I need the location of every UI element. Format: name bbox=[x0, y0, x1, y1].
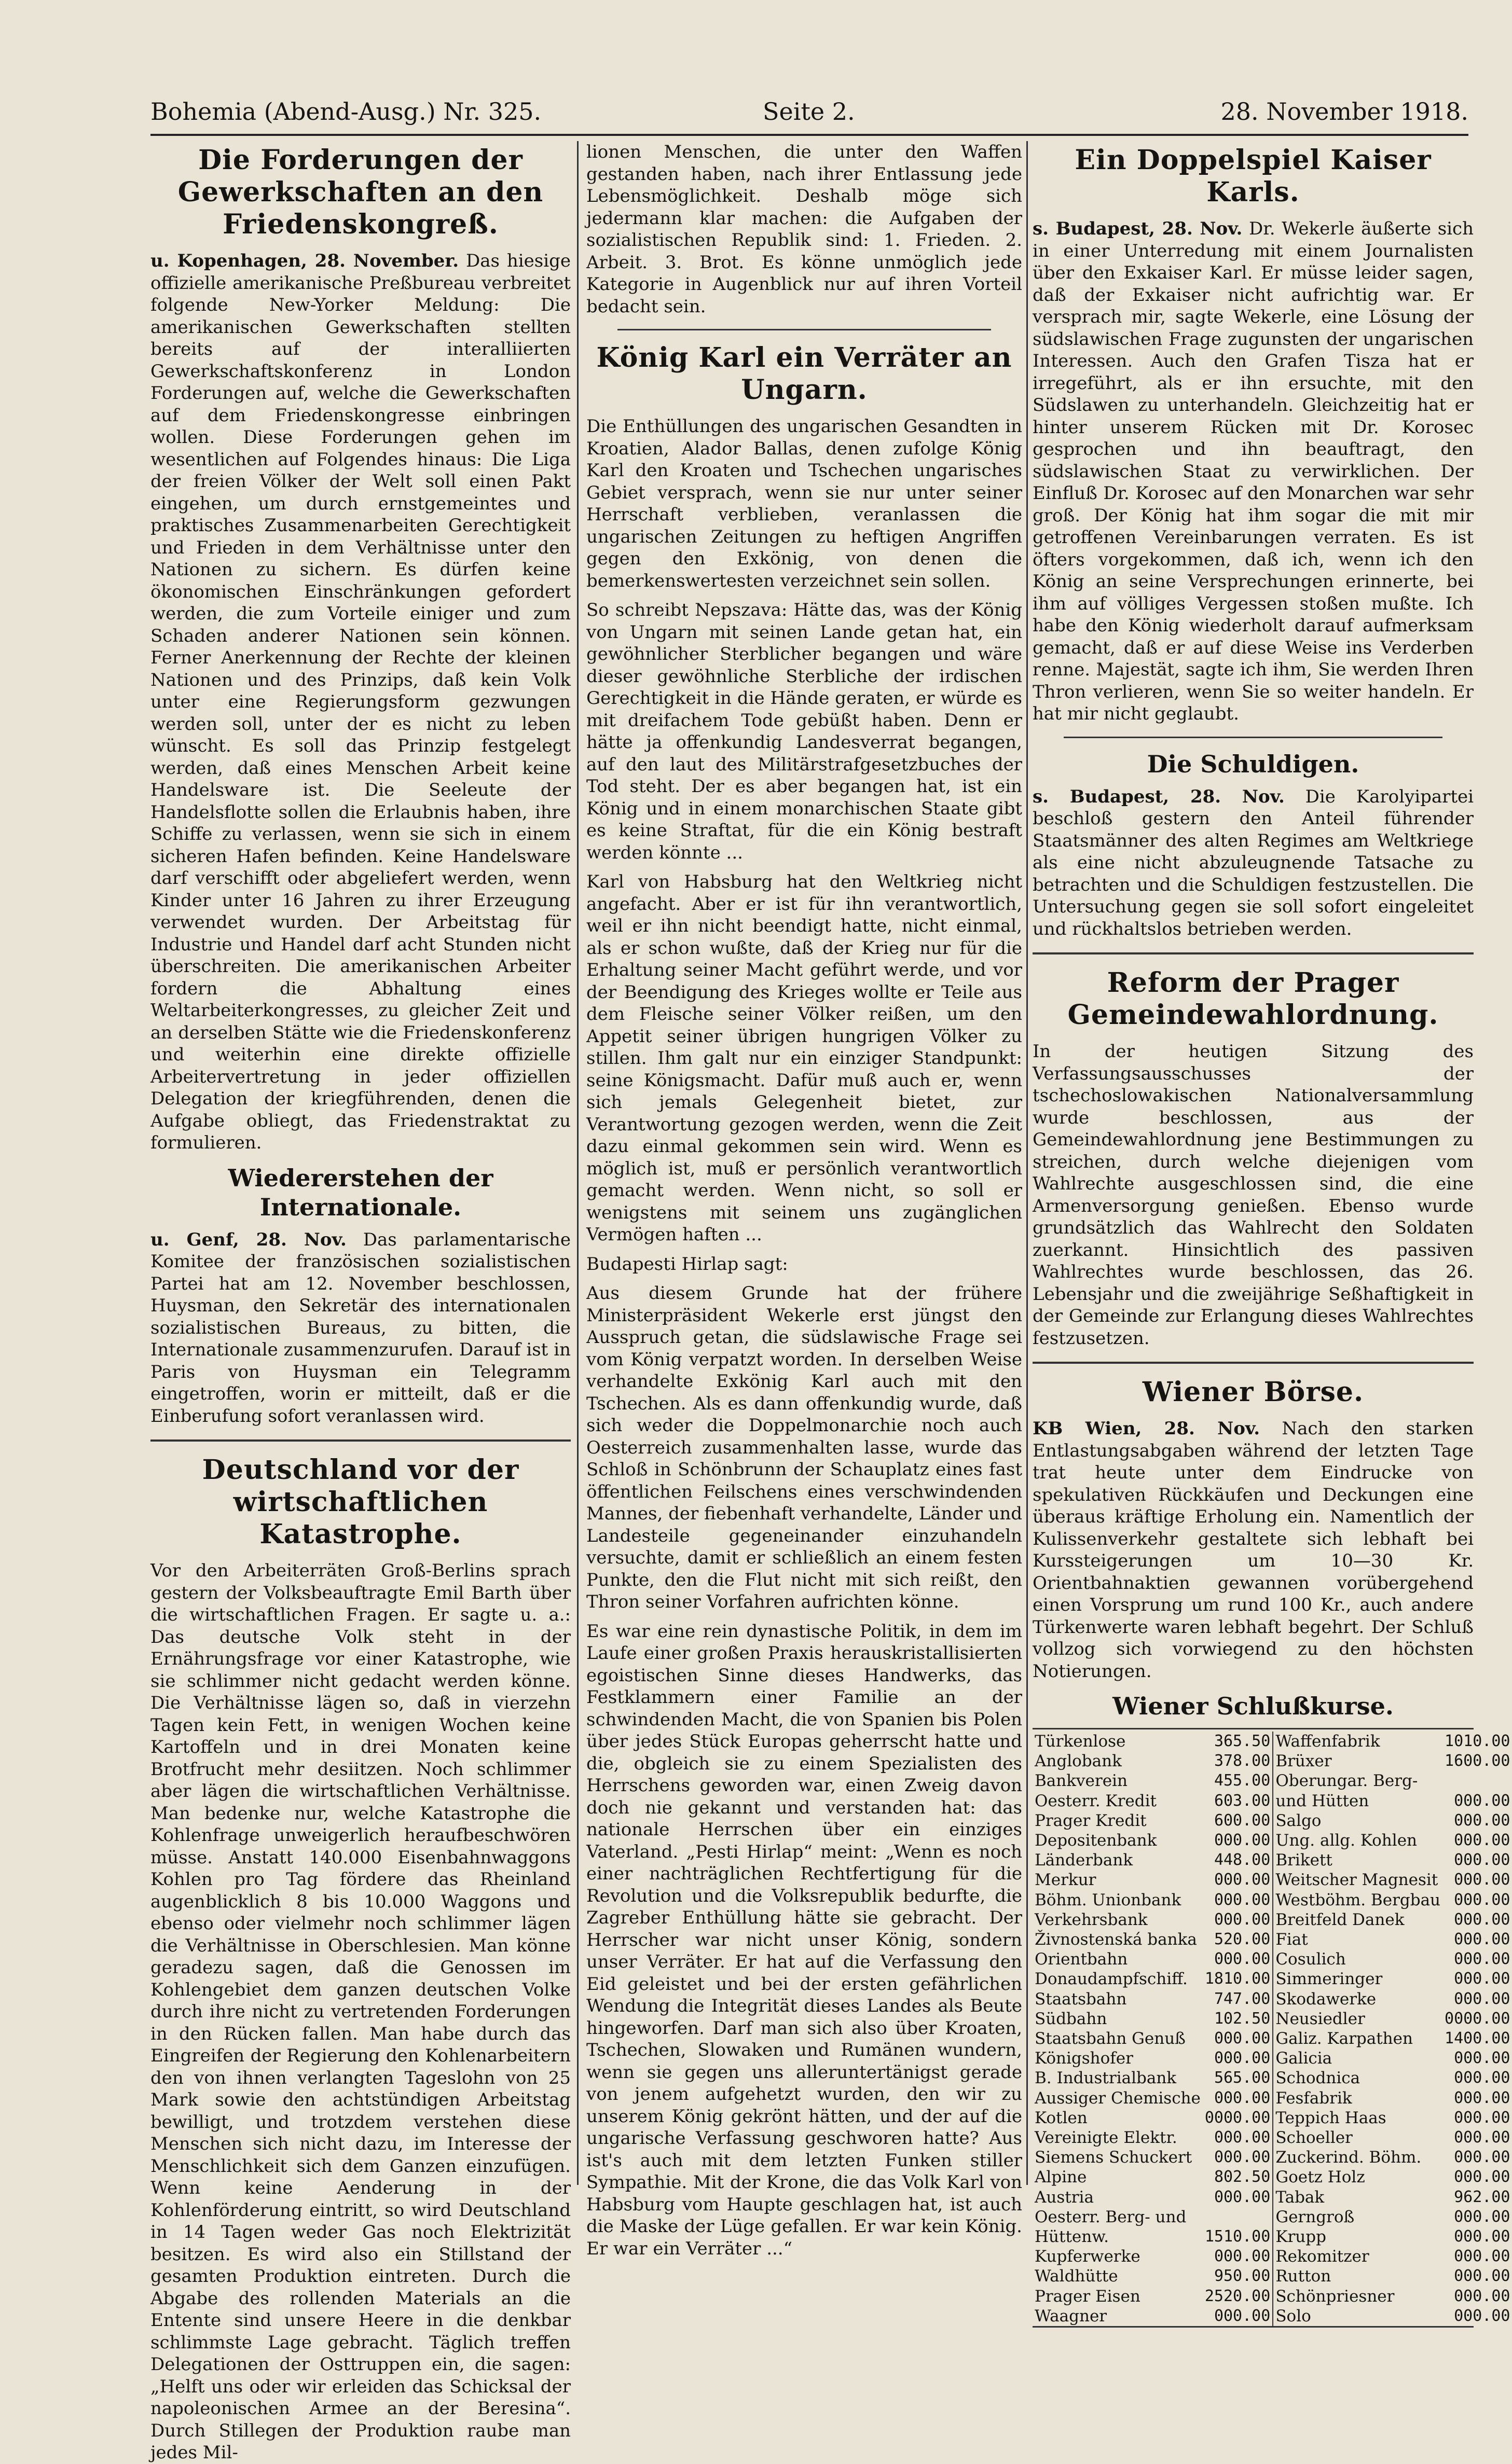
stock-price: 000.00 bbox=[1454, 1871, 1510, 1889]
stock-name: Aussiger Chemische bbox=[1035, 2088, 1201, 2108]
article-body bbox=[150, 1229, 571, 1428]
stock-name: Depositenbank bbox=[1035, 1831, 1157, 1850]
table-row bbox=[1033, 1732, 1512, 1751]
stock-quotes-table bbox=[1033, 1728, 1510, 2328]
column-rule bbox=[1026, 141, 1028, 2185]
stock-name: Siemens Schuckert bbox=[1035, 2148, 1192, 2167]
stock-name: Rekomitzer bbox=[1273, 2247, 1442, 2266]
stock-price: 000.00 bbox=[1214, 1950, 1271, 1969]
stock-name: Kotlen bbox=[1035, 2108, 1088, 2127]
stock-name: Merkur bbox=[1035, 1871, 1096, 1890]
stock-price: 2520.00 bbox=[1204, 2287, 1271, 2305]
article-title: Ein Doppelspiel Kaiser Karls. bbox=[1075, 144, 1432, 208]
stock-price: 000.00 bbox=[1214, 2088, 1271, 2107]
table-row bbox=[1033, 2029, 1512, 2048]
article-title: Wiener Börse. bbox=[1142, 1376, 1364, 1408]
stock-name: Alpine bbox=[1035, 2168, 1087, 2187]
dateline: s. Budapest, 28. Nov. bbox=[1033, 786, 1285, 807]
table-row bbox=[1033, 1751, 1512, 1771]
stock-price: 000.00 bbox=[1214, 2128, 1271, 2147]
stock-name: Schönpriesner bbox=[1273, 2287, 1442, 2306]
stock-name: Verkehrsbank bbox=[1035, 1910, 1148, 1929]
stock-name: Galicia bbox=[1273, 2048, 1442, 2068]
masthead bbox=[150, 96, 1468, 127]
stock-price: 000.00 bbox=[1214, 2029, 1271, 2048]
stock-name: Goetz Holz bbox=[1273, 2167, 1442, 2187]
article-divider bbox=[1064, 737, 1442, 738]
table-title: Wiener Schlußkurse. bbox=[1112, 1692, 1394, 1720]
stock-name: Fesfabrik bbox=[1273, 2088, 1442, 2108]
table-row bbox=[1033, 1850, 1512, 1870]
stock-price: 0000.00 bbox=[1445, 2009, 1510, 2028]
table-row bbox=[1033, 2128, 1512, 2148]
stock-name: Prager Eisen bbox=[1035, 2287, 1140, 2306]
stock-price: 000.00 bbox=[1454, 2227, 1510, 2246]
column-2 bbox=[586, 141, 1022, 2259]
stock-price: 365.50 bbox=[1214, 1732, 1271, 1750]
stock-price: 000.00 bbox=[1454, 1910, 1510, 1929]
stock-price: 000.00 bbox=[1454, 1890, 1510, 1909]
stock-name: Oesterr. Kredit bbox=[1035, 1791, 1157, 1810]
table-row bbox=[1033, 2227, 1512, 2247]
stock-name: Živnostenská banka bbox=[1035, 1930, 1197, 1949]
stock-name: Fiat bbox=[1273, 1930, 1442, 1949]
stock-price: 000.00 bbox=[1214, 1831, 1271, 1850]
stock-price bbox=[1442, 1771, 1512, 1791]
stock-name: Prager Kredit bbox=[1035, 1811, 1147, 1830]
table-row bbox=[1033, 1870, 1512, 1890]
stock-name: Hüttenw. bbox=[1035, 2227, 1109, 2247]
table-row bbox=[1033, 2167, 1512, 2187]
article-text: Dr. Wekerle äußerte sich in einer Unterredung mit einem Journalisten über den Exkaiser Karl. Er müsse leider sagen, daß der Exkaiser nicht aufrichtig war. Er versprach mir, sagte Wekerle, eine Lösung der südslawischen Frage zugunsten der ungarischen Interessen. Auch den Grafen Tisza hat er irregeführt, als er ihn ersuchte, mit den Südslawen zu unterhandeln. Gleichzeitig hat er hinter unserem Rücken mit Dr. Korosec gesprochen und ihn beauftragt, den südslawischen Staat zu verwirklichen. Der Einfluß Dr. Korosec auf den Monarchen war sehr groß. Der König hat ihm sogar die mit mir getroffenen Vereinbarungen verraten. Es ist öfters vorgekommen, daß ich, wenn ich den König an seine Versprechungen erinnerte, bei ihm auf völliges Vergessen stoßen mußte. Ich habe den König wiederholt darauf aufmerksam gemacht, daß er auf diese Weise ins Verderben renne. Majestät, sagte ich ihm, Sie werden Ihren Thron verlieren, wenn Sie so weiter handeln. Er hat mir nicht geglaubt. bbox=[1033, 218, 1474, 724]
stock-name: Gerngroß bbox=[1273, 2207, 1442, 2227]
stock-price: 000.00 bbox=[1454, 1930, 1510, 1949]
masthead-page-number: Seite 2. bbox=[763, 98, 855, 126]
stock-price: 520.00 bbox=[1214, 1930, 1271, 1949]
article-title: Die Schuldigen. bbox=[1147, 750, 1359, 778]
table-row bbox=[1033, 2247, 1512, 2266]
article-text: Die Enthüllungen des ungarischen Gesandten in Kroatien, Alador Ballas, denen zufolge König Karl den Kroaten und Tschechen ungarisches Gebiet versprach, wenn sie nur unter seiner Herrschaft verblieben, veranlassen die ungarischen Zeitungen zu heftigen Angriffen gegen den Exkönig, von denen die bemerkenswertesten verzeichnet sein sollen. bbox=[586, 416, 1022, 591]
column-rule bbox=[577, 141, 579, 2185]
stock-name: Austria bbox=[1035, 2188, 1094, 2207]
stock-price: 1400.00 bbox=[1445, 2029, 1510, 2048]
table-row bbox=[1033, 1890, 1512, 1910]
article-text: Die Karolyipartei beschloß gestern den Anteil führender Staatsmänner des alten Regimes am Weltkriege als eine nicht abzuleugnende Tatsache zu betrachten und die Schuldigen festzustellen. Die Untersuchung gegen sie soll sofort eingeleitet und rückhaltslos betrieben werden. bbox=[1033, 786, 1474, 939]
stock-name: Bankverein bbox=[1035, 1771, 1128, 1791]
stock-name: Salgo bbox=[1273, 1811, 1442, 1831]
table-row bbox=[1033, 2306, 1512, 2326]
stock-price: 000.00 bbox=[1214, 1871, 1271, 1889]
article-text: Das hiesige offizielle amerikanische Preßbureau verbreitet folgende New-Yorker Meldung: Die amerikanischen Gewerkschaften stellten bereits auf der interalliierten Gewerkschaftskonferenz in London Forderungen auf, welche die Gewerkschaften auf dem Friedenskongresse einbringen wollen. Diese Forderungen gehen im wesentlichen auf Folgendes hinaus: Die Liga der freien Völker der Welt soll einen Pakt eingehen, um durch ernstgemeintes und praktisches Zusammenarbeiten Gerechtigkeit und Frieden in dem Verhältnisse unter den Nationen zu sichern. Es dürfen keine ökonomischen Einschränkungen gefordert werden, die zum Vorteile einiger und zum Schaden anderer Nationen sein können. Ferner Anerkennung der Rechte der kleinen Nationen und des Prinzips, daß kein Volk unter eine Regierungsform gezwungen werden soll, unter der es nicht zu leben wünscht. Es soll das Prinzip festgelegt werden, daß eines Menschen Arbeit keine Handelsware ist. Die Seeleute der Handelsflotte sollen die Erlaubnis haben, ihre Schiffe zu verlassen, wenn sie sich in einem sicheren Hafen befinden. Keine Handelsware darf verschifft oder abgeliefert werden, wenn Kinder unter 16 Jahren zu ihrer Erzeugung verwendet wurden. Der Arbeitstag für Industrie und Handel darf acht Stunden nicht überschreiten. Die amerikanischen Arbeiter fordern die Abhaltung eines Weltarbeiterkongresses, zu gleicher Zeit und an derselben Stätte wie die Friedenskonferenz und weiterhin eine direkte offizielle Arbeitervertretung in jeder offiziellen Delegation der kriegführenden, denen die Aufgabe obliegt, das Friedenstraktat zu formulieren. bbox=[150, 251, 571, 1153]
stock-price: 802.50 bbox=[1214, 2168, 1271, 2186]
stock-name: Westböhm. Bergbau bbox=[1273, 1890, 1442, 1910]
stock-name: Weitscher Magnesit bbox=[1273, 1870, 1442, 1890]
stock-price: 1600.00 bbox=[1445, 1752, 1510, 1770]
table-row bbox=[1033, 1831, 1512, 1850]
stock-price: 000.00 bbox=[1214, 2148, 1271, 2167]
stock-price: 000.00 bbox=[1214, 2306, 1271, 2325]
stock-name: Waffenfabrik bbox=[1273, 1732, 1442, 1751]
table-row bbox=[1033, 2048, 1512, 2068]
table-row bbox=[1033, 2287, 1512, 2306]
table-row bbox=[1033, 1949, 1512, 1969]
stock-name: Simmeringer bbox=[1273, 1969, 1442, 1989]
stock-price: 448.00 bbox=[1214, 1851, 1271, 1870]
table-row bbox=[1033, 2068, 1512, 2088]
stock-name: Waagner bbox=[1035, 2306, 1107, 2325]
stock-price: 000.00 bbox=[1454, 2207, 1510, 2226]
table-row bbox=[1033, 1910, 1512, 1930]
table-row bbox=[1033, 1969, 1512, 1989]
stock-price: 603.00 bbox=[1214, 1791, 1271, 1810]
stock-price: 000.00 bbox=[1454, 2267, 1510, 2286]
stock-name: Türkenlose bbox=[1035, 1732, 1126, 1751]
stock-price: 747.00 bbox=[1214, 1989, 1271, 2008]
stock-name: Krupp bbox=[1273, 2227, 1442, 2247]
stock-price: 000.00 bbox=[1214, 1910, 1271, 1929]
masthead-edition: Bohemia (Abend-Ausg.) Nr. 325. bbox=[150, 98, 542, 126]
table-row bbox=[1033, 1771, 1512, 1791]
article-text: Das parlamentarische Komitee der französischen sozialistischen Partei hat am 12. November beschlossen, Huysman, den Sekretär des internationalen sozialistischen Bureaus, zu bitten, die Internationale zusammenzurufen. Darauf ist in Paris von Huysman ein Telegramm eingetroffen, worin er mitteilt, daß er die Einberufung sofort veranlassen wird. bbox=[150, 1229, 571, 1427]
masthead-rule bbox=[150, 134, 1468, 136]
stock-price: 1510.00 bbox=[1204, 2227, 1271, 2246]
stock-name: Galiz. Karpathen bbox=[1273, 2029, 1442, 2048]
stock-price: 000.00 bbox=[1454, 2168, 1510, 2186]
article-title: Deutschland vor der wirtschaftlichen Katastrophe. bbox=[202, 1454, 519, 1550]
stock-price: 950.00 bbox=[1214, 2267, 1271, 2286]
article-divider bbox=[617, 329, 991, 330]
stock-price: 000.00 bbox=[1454, 1831, 1510, 1850]
article-body bbox=[150, 250, 571, 1154]
column-3 bbox=[1033, 141, 1510, 2325]
stock-price: 000.00 bbox=[1454, 1791, 1510, 1810]
stock-name: Böhm. Unionbank bbox=[1035, 1890, 1181, 1909]
stock-price: 000.00 bbox=[1454, 2247, 1510, 2266]
stock-price: 000.00 bbox=[1454, 1851, 1510, 1870]
stock-price: 378.00 bbox=[1214, 1752, 1271, 1770]
stock-name: Länderbank bbox=[1035, 1851, 1133, 1870]
article-body bbox=[1033, 786, 1474, 940]
stock-price: 1010.00 bbox=[1445, 1732, 1510, 1750]
article-body bbox=[1033, 218, 1474, 725]
stock-price: 000.00 bbox=[1454, 2306, 1510, 2325]
stock-name: Oesterr. Berg- und bbox=[1035, 2207, 1187, 2226]
article-title: Die Forderungen der Gewerkschaften an den Friedenskongreß. bbox=[177, 144, 544, 240]
dateline: u. Kopenhagen, 28. November. bbox=[150, 251, 459, 271]
table-row bbox=[1033, 1811, 1512, 1831]
table-row bbox=[1033, 2009, 1512, 2029]
article-text: In der heutigen Sitzung des Verfassungsausschusses der tschechoslowakischen Nationalversammlung wurde beschlossen, aus der Gemeindewahlordnung jene Bestimmungen zu streichen, durch welche diejenigen vom Wahlrechte ausgeschlossen sind, die eine Armenversorgung genießen. Ebenso wurde grundsätzlich das Wahlrecht den Soldaten zuerkannt. Hinsichtlich des passiven Wahlrechtes wurde beschlossen, das 26. Lebensjahr und die zweijährige Seßhaftigkeit in der Gemeinde zur Erlangung dieses Wahlrechtes festzusetzen. bbox=[1033, 1041, 1474, 1349]
stock-price: 962.00 bbox=[1454, 2188, 1510, 2206]
table-row bbox=[1033, 1989, 1512, 2009]
stock-price: 455.00 bbox=[1214, 1771, 1271, 1790]
stock-price: 000.00 bbox=[1454, 2128, 1510, 2147]
article-body bbox=[1033, 1418, 1474, 1682]
stock-name: Zuckerind. Böhm. bbox=[1273, 2148, 1442, 2167]
stock-price: 000.00 bbox=[1454, 2069, 1510, 2087]
stock-price: 0000.00 bbox=[1204, 2108, 1271, 2127]
table-row bbox=[1033, 2207, 1512, 2227]
stock-name: Brikett bbox=[1273, 1850, 1442, 1870]
stock-price: 000.00 bbox=[1454, 2049, 1510, 2068]
table-row bbox=[1033, 2148, 1512, 2167]
stock-price: 1810.00 bbox=[1204, 1970, 1271, 1988]
stock-name: Vereinigte Elektr. bbox=[1035, 2128, 1177, 2148]
dateline: u. Genf, 28. Nov. bbox=[150, 1229, 347, 1250]
stock-name: Neusiedler bbox=[1273, 2009, 1442, 2029]
stock-price: 000.00 bbox=[1454, 1989, 1510, 2008]
article-text: Budapesti Hirlap sagt: bbox=[586, 1253, 788, 1275]
dateline: s. Budapest, 28. Nov. bbox=[1033, 218, 1243, 239]
stock-name: Schodnica bbox=[1273, 2068, 1442, 2088]
column-1 bbox=[150, 141, 571, 2463]
article-text: Es war eine rein dynastische Politik, in dem im Laufe einer großen Praxis herauskristallisierten egoistischen Sinne dieses Handwerks, das Festklammern einer Familie an der schwindenden Macht, die von Spanien bis Polen über jedes Stück Europas geherrscht hatte und die, obgleich sie zu einem Spezialisten des Herrschens geworden war, einen Zweig davon doch nie gekannt und verstanden hat: das nationale Herrschen über ein einziges Vaterland. „Pesti Hirlap“ meint: „Wenn es noch einer nachträglichen Rechtfertigung für die Revolution und die Volksrepublik bedurfte, die Zagreber Enthüllung hätte sie gebracht. Der Herrscher war nicht unser König, sondern unser Verräter. Er hat auf die Verfassung den Eid geleistet und bei der ersten gefährlichen Wendung die Integrität dieses Landes als Beute hingeworfen. Darf man sich also über Kroaten, Tschechen, Slowaken und Rumänen wundern, wenn sie gegen uns alleruntertänigst gerade von jenem aufgehetzt wurden, den wir zu unserem König gekrönt hätten, und der auf die ungarische Verfassung geschworen hatte? Aus ist's auch mit dem letzten Funken stiller Sympathie. Mit der Krone, die das Volk Karl von Habsburg vom Haupte geschlagen hat, ist auch die Maske der Lüge gefallen. Er war kein König. Er war ein Verräter ...“ bbox=[586, 1621, 1022, 2259]
stock-name: Teppich Haas bbox=[1273, 2108, 1442, 2128]
stock-name: Solo bbox=[1273, 2306, 1442, 2326]
article-text: Nach den starken Entlastungsabgaben während der letzten Tage trat heute unter dem Eindrucke von spekulativen Rückkäufen und Deckungen eine überaus kräftige Erholung ein. Namentlich der Kulissenverkehr gestaltete sich lebhaft bei Kurssteigerungen um 10—30 Kr. Orientbahnaktien gewannen vorübergehend einen Vorsprung um rund 100 Kr., auch andere Türkenwerte waren lebhaft begehrt. Der Schluß vollzog sich vorwiegend zu den höchsten Notierungen. bbox=[1033, 1418, 1474, 1682]
section-divider bbox=[1033, 952, 1474, 954]
stock-name: Ung. allg. Kohlen bbox=[1273, 1831, 1442, 1850]
stock-price: 000.00 bbox=[1214, 1890, 1271, 1909]
stock-name: Orientbahn bbox=[1035, 1950, 1128, 1969]
stock-name: Königshofer bbox=[1035, 2049, 1133, 2068]
stock-price: 000.00 bbox=[1214, 2188, 1271, 2206]
stock-price: 000.00 bbox=[1454, 1811, 1510, 1830]
stock-name: Schoeller bbox=[1273, 2128, 1442, 2148]
stock-name: Cosulich bbox=[1273, 1949, 1442, 1969]
table-row bbox=[1033, 1930, 1512, 1949]
article-title: König Karl ein Verräter an Ungarn. bbox=[596, 342, 1012, 406]
article-text: lionen Menschen, die unter den Waffen gestanden haben, nach ihrer Entlassung jede Lebensmöglichkeit. Deshalb möge sich jedermann klar machen: die Aufgaben der sozialistischen Republik sind: 1. Frieden. 2. Arbeit. 3. Brot. Es könne unmöglich jede Kategorie in Augenblick nur auf ihren Vorteil bedacht sein. bbox=[586, 142, 1022, 317]
stock-price: 600.00 bbox=[1214, 1811, 1271, 1830]
table-row bbox=[1033, 2188, 1512, 2207]
stock-price: 000.00 bbox=[1454, 2287, 1510, 2305]
stock-name: Donaudampfschiff. bbox=[1035, 1970, 1188, 1989]
dateline: KB Wien, 28. Nov. bbox=[1033, 1418, 1260, 1439]
table-row bbox=[1033, 2266, 1512, 2286]
stock-name: Brüxer bbox=[1273, 1751, 1442, 1771]
stock-name: und Hütten bbox=[1273, 1791, 1442, 1811]
article-text: Karl von Habsburg hat den Weltkrieg nicht angefacht. Aber er ist für ihn verantwortlich, weil er ihn nicht beendigt hatte, nicht einmal, als er schon wußte, daß der Krieg nur für die Erhaltung seiner Macht geführt werde, und vor der Beendigung des Krieges wollte er Teile aus dem Fleische seiner Völker reißen, um den Appetit seiner übrigen hungrigen Völker zu stillen. Ihm galt nur ein einziger Standpunkt: seine Königsmacht. Dafür muß auch er, wenn sich jemals Gelegenheit bietet, zur Verantwortung gezogen werden, wenn die Zeit dazu einmal gekommen sein wird. Wenn es möglich ist, muß er persönlich verantwortlich gemacht werden. Wenn nicht, so soll er wenigstens mit seinem uns zugänglichen Vermögen haften ... bbox=[586, 871, 1022, 1245]
stock-name: Staatsbahn Genuß bbox=[1035, 2029, 1186, 2048]
stock-price: 000.00 bbox=[1454, 1970, 1510, 1988]
stock-price: 102.50 bbox=[1214, 2009, 1271, 2028]
article-title: Wiedererstehen der Internationale. bbox=[228, 1164, 493, 1221]
article-text: So schreibt Nepszava: Hätte das, was der König von Ungarn mit seinen Lande getan hat, ein gewöhnlicher Sterblicher begangen und wäre dieser gewöhnliche Sterbliche der irdischen Gerechtigkeit in die Hände geraten, er würde es mit dreifachem Tode gebüßt haben. Denn er hätte ja offenkundig Landesverrat begangen, auf den laut des Militärstrafgesetzbuches der Tod steht. Der es aber begangen hat, ist ein König und in einem monarchischen Staate gibt es keine Straftat, für die ein König bestraft werden könnte ... bbox=[586, 600, 1022, 863]
stock-name: Waldhütte bbox=[1035, 2267, 1118, 2286]
stock-name: Tabak bbox=[1273, 2188, 1442, 2207]
section-divider bbox=[150, 1439, 571, 1442]
stock-name: Skodawerke bbox=[1273, 1989, 1442, 2009]
stock-price: 565.00 bbox=[1214, 2069, 1271, 2087]
stock-name: Breitfeld Danek bbox=[1273, 1910, 1442, 1930]
section-divider bbox=[1033, 1362, 1474, 1364]
table-row bbox=[1033, 2108, 1512, 2128]
stock-price: 000.00 bbox=[1454, 2108, 1510, 2127]
masthead-date: 28. November 1918. bbox=[1220, 98, 1468, 126]
stock-name: B. Industrialbank bbox=[1035, 2069, 1177, 2088]
article-text: Vor den Arbeiterräten Groß-Berlins sprach gestern der Volksbeauftragte Emil Barth über die wirtschaftlichen Fragen. Er sagte u. a.: Das deutsche Volk steht in der Ernährungsfrage vor einer Katastrophe, wie sie schlimmer nicht gedacht werden könne. Die Verhältnisse lägen so, daß in vierzehn Tagen kein Fett, in wenigen Wochen keine Kartoffeln und in drei Monaten keine Brotfrucht mehr desiitzen. Noch schlimmer aber lägen die wirtschaftlichen Verhältnisse. Man bedenke nur, welche Katastrophe die Kohlenfrage unweigerlich heraufbeschwören müsse. Anstatt 140.000 Eisenbahnwaggons Kohlen pro Tag fördere das Rheinland augenblicklich 8 bis 10.000 Waggons und ebenso oder vielmehr noch schlimmer lägen die Verhältnisse in Oberschlesien. Man könne geradezu sagen, daß die Genossen im Kohlengebiet dem ganzen deutschen Volke durch ihre nicht zu vertretenden Forderungen in den Rücken fallen. Man habe durch das Eingreifen der Regierung den Kohlenarbeitern den von ihnen verlangten Tageslohn von 25 Mark sowie den achtstündigen Arbeitstag bewilligt, und trotzdem verstehen diese Menschen sich nicht dazu, im Interesse der Menschlichkeit sich dem Ganzen einzufügen. Wenn keine Aenderung in der Kohlenförderung eintritt, so wird Deutschland in 14 Tagen weder Gas noch Elektrizität besitzen. Es wird also ein Stillstand der gesamten Produktion eintreten. Durch die Abgabe des rollenden Materials an die Entente sind unsere Heere in die denkbar schlimmste Lage gebracht. Täglich treffen Delegationen der Osttruppen ein, die sagen: „Helft uns oder wir erleiden das Schicksal der napoleonischen Armee an der Beresina“. Durch Stillegen der Produktion raube man jedes Mil- bbox=[150, 1560, 571, 2463]
quotes-grid bbox=[1033, 1732, 1512, 2326]
stock-price: 000.00 bbox=[1214, 2247, 1271, 2266]
stock-price bbox=[1203, 2207, 1273, 2227]
stock-price: 000.00 bbox=[1454, 2088, 1510, 2107]
article-text: Aus diesem Grunde hat der frühere Ministerpräsident Wekerle erst jüngst den Ausspruch getan, die südslawische Frage sei vom König verpatzt worden. In derselben Weise verhandelte Exkönig Karl auch mit den Tschechen. Als es dann offenkundig wurde, daß sich weder die Doppelmonarchie noch auch Oesterreich zusammenhalten lasse, wurde das Schloß in Schönbrunn der Schauplatz eines fast öffentlichen Feilschens eines verschwindenden Mannes, der fiebenhaft verhandelte, Länder und Landesteile gegeneinander einzuhandeln versuchte, damit er schließlich an einem festen Punkte, den die Flut nicht mit sich reißt, den Thron seiner Vorfahren aufrichten könne. bbox=[586, 1283, 1022, 1612]
stock-name: Anglobank bbox=[1035, 1752, 1122, 1771]
stock-name: Südbahn bbox=[1035, 2009, 1107, 2028]
stock-price: 000.00 bbox=[1454, 2148, 1510, 2167]
table-row bbox=[1033, 1791, 1512, 1811]
stock-price: 000.00 bbox=[1454, 1950, 1510, 1969]
article-title: Reform der Prager Gemeindewahlordnung. bbox=[1067, 967, 1439, 1031]
stock-name: Rutton bbox=[1273, 2266, 1442, 2286]
stock-price: 000.00 bbox=[1214, 2049, 1271, 2068]
stock-name: Staatsbahn bbox=[1035, 1989, 1127, 2009]
stock-name: Oberungar. Berg- bbox=[1273, 1771, 1442, 1791]
stock-name: Kupferwerke bbox=[1035, 2247, 1140, 2266]
table-row bbox=[1033, 2088, 1512, 2108]
